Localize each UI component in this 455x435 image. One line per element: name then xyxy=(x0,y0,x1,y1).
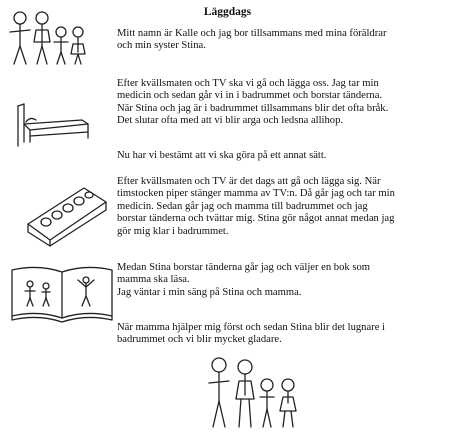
paragraph-new-routine: Efter kvällsmaten och TV är det dags att gå och lägga sig. När timstocken piper stänger mamma av TV:n. Då går jag och tar min medicin. Sedan går jag och mamma till badrummet och jag borstar tänderna och tvättar mig. Stina gör något annat medan jag gör mig klar i badrummet. xyxy=(117,176,395,237)
paragraph-result: När mamma hjälper mig först och sedan Stina blir det lugnare i badrummet och vi blir mycket gladare. xyxy=(117,322,386,346)
pill-organizer-icon xyxy=(22,180,110,248)
paragraph-decision: Nu har vi bestämt att vi ska göra på ett annat sätt. xyxy=(117,150,327,161)
paragraph-intro: Mitt namn är Kalle och jag bor tillsammans med mina föräldrar och min syster Stina. xyxy=(117,28,387,52)
paragraph-book: Medan Stina borstar tänderna går jag och väljer en bok som mamma ska läsa. Jag väntar i min säng på Stina och mamma. xyxy=(117,262,370,298)
family-icon xyxy=(205,355,301,431)
family-icon xyxy=(6,10,88,68)
open-book-icon xyxy=(8,260,116,324)
paragraph-problem: Efter kvällsmaten och TV ska vi gå och lägga oss. Jag tar min medicin och sedan går vi in i badrummet och borstar tänderna. När Stina och jag är i badrummet tillsammans blir det ofta bråk. Det slutar ofta med att vi blir arga och ledsna allihop. xyxy=(117,78,389,127)
page-title: Läggdags xyxy=(203,6,252,18)
bed-icon xyxy=(12,102,92,150)
